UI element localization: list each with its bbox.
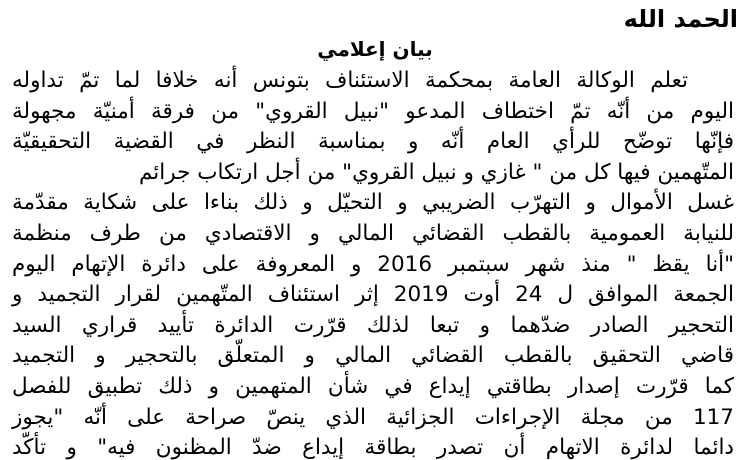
paragraph-line: تعلم الوكالة العامة بمحكمة الاستئناف بتونس أنه خلافا لما تمّ تداوله	[12, 68, 688, 93]
paragraph-line: "أنا يقظ " منذ شهر سبتمبر 2016 و المعروفة على دائرة الإتهام اليوم	[12, 251, 734, 277]
paragraph-line: 117 من مجلة الإجراءات الجزائية الذي ينصّ صراحة على أنّه "يجوز	[12, 404, 734, 430]
paragraph-line: الجمعة الموافق ل 24 أوت 2019 إثر استئناف المتّهمين لقرار التجميد و	[12, 282, 735, 308]
document-title: بيان إعلامي	[317, 37, 433, 61]
paragraph-line: قاضي التحقيق بالقطب القضائي المالي و المتعلّق بالتحجير و التجميد	[12, 343, 734, 369]
paragraph-line: كما قرّرت إصدار بطاقتي إيداع في شأن المتهمين و ذلك تطبيق للفصل	[12, 373, 734, 399]
paragraph-line: فإنّها توضّح للرأي العام أنّه و بمناسبة النظر في القضية التحقيقيّة	[12, 129, 734, 155]
paragraph-line: التحجير الصادر ضدّهما و تبعا لذلك قرّرت الدائرة تأييد قراري السيد	[12, 312, 734, 338]
paragraph-line: دائما لدائرة الاتهام أن تصدر بطاقة إيداع ضدّ المظنون فيه" و تأكّد	[12, 435, 734, 460]
document-heading: الحمد الله	[623, 5, 738, 33]
document-body	[12, 66, 734, 460]
paragraph-line: المتّهمين فيها كل من " غازي و نبيل القروي" من أجل ارتكاب جرائم	[138, 159, 734, 185]
paragraph-line: للنيابة العمومية بالقطب القضائي المالي و الاقتصادي من طرف منظمة	[12, 220, 734, 246]
paragraph-line: غسل الأموال و التهرّب الضريبي و التحيّل و ذلك بناءا على شكاية مقدّمة	[12, 190, 734, 216]
paragraph-line: اليوم من أنّه تمّ اختطاف المدعو "نبيل القروي" من فرقة أمنيّة مجهولة	[12, 98, 734, 124]
